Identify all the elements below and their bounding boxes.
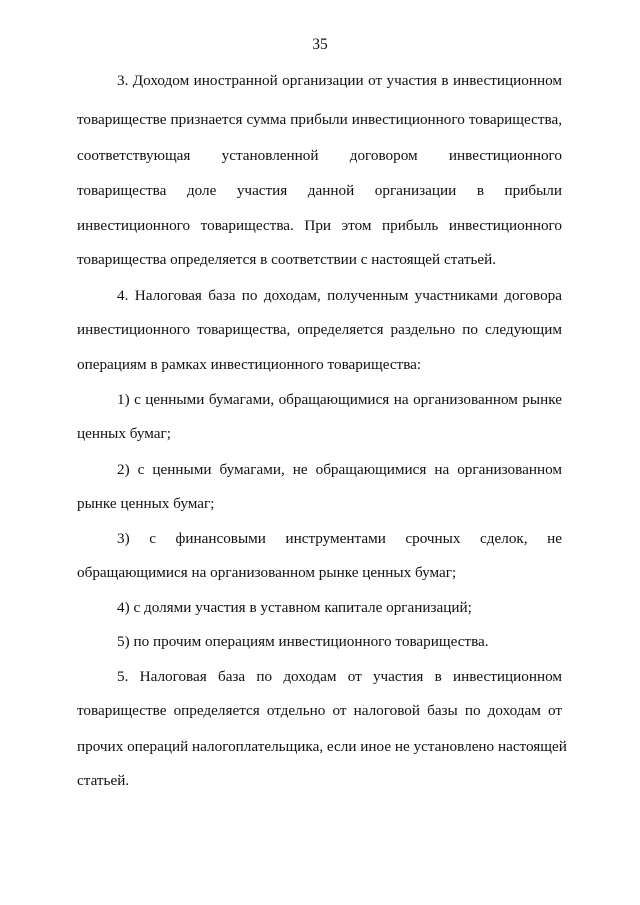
text-line: 2) с ценными бумагами, не обращающимися на организованном xyxy=(117,461,562,478)
text-line: прочих операций налогоплательщика, если иное не установлено настоящей xyxy=(77,738,567,755)
text-line: обращающимися на организованном рынке ценных бумаг; xyxy=(77,564,457,581)
text-line: товариществе признается сумма прибыли инвестиционного товарищества, xyxy=(77,111,562,128)
text-line: 4. Налоговая база по доходам, полученным участниками договора xyxy=(117,287,562,304)
text-line: 5. Налоговая база по доходам от участия в инвестиционном xyxy=(117,668,562,685)
text-line: операциям в рамках инвестиционного товарищества: xyxy=(77,356,422,373)
text-line: инвестиционного товарищества, определяется раздельно по следующим xyxy=(77,321,562,338)
text-line: 4) с долями участия в уставном капитале организаций; xyxy=(117,599,472,616)
text-line: 3) с финансовыми инструментами срочных сделок, не xyxy=(117,530,562,547)
text-line: товариществе определяется отдельно от налоговой базы по доходам от xyxy=(77,702,562,719)
text-line: товарищества определяется в соответствии с настоящей статьей. xyxy=(77,251,497,268)
text-line: рынке ценных бумаг; xyxy=(77,495,215,512)
text-line: соответствующая установленной договором инвестиционного xyxy=(77,147,562,164)
text-line: товарищества доле участия данной организации в прибыли xyxy=(77,182,562,199)
page-number: 35 xyxy=(312,36,328,53)
text-line: 5) по прочим операциям инвестиционного товарищества. xyxy=(117,633,489,650)
text-line: статьей. xyxy=(77,772,130,789)
text-line: инвестиционного товарищества. При этом прибыль инвестиционного xyxy=(77,217,562,234)
text-line: 3. Доходом иностранной организации от участия в инвестиционном xyxy=(117,72,562,89)
text-line: ценных бумаг; xyxy=(77,425,171,442)
text-line: 1) с ценными бумагами, обращающимися на организованном рынке xyxy=(117,391,562,408)
